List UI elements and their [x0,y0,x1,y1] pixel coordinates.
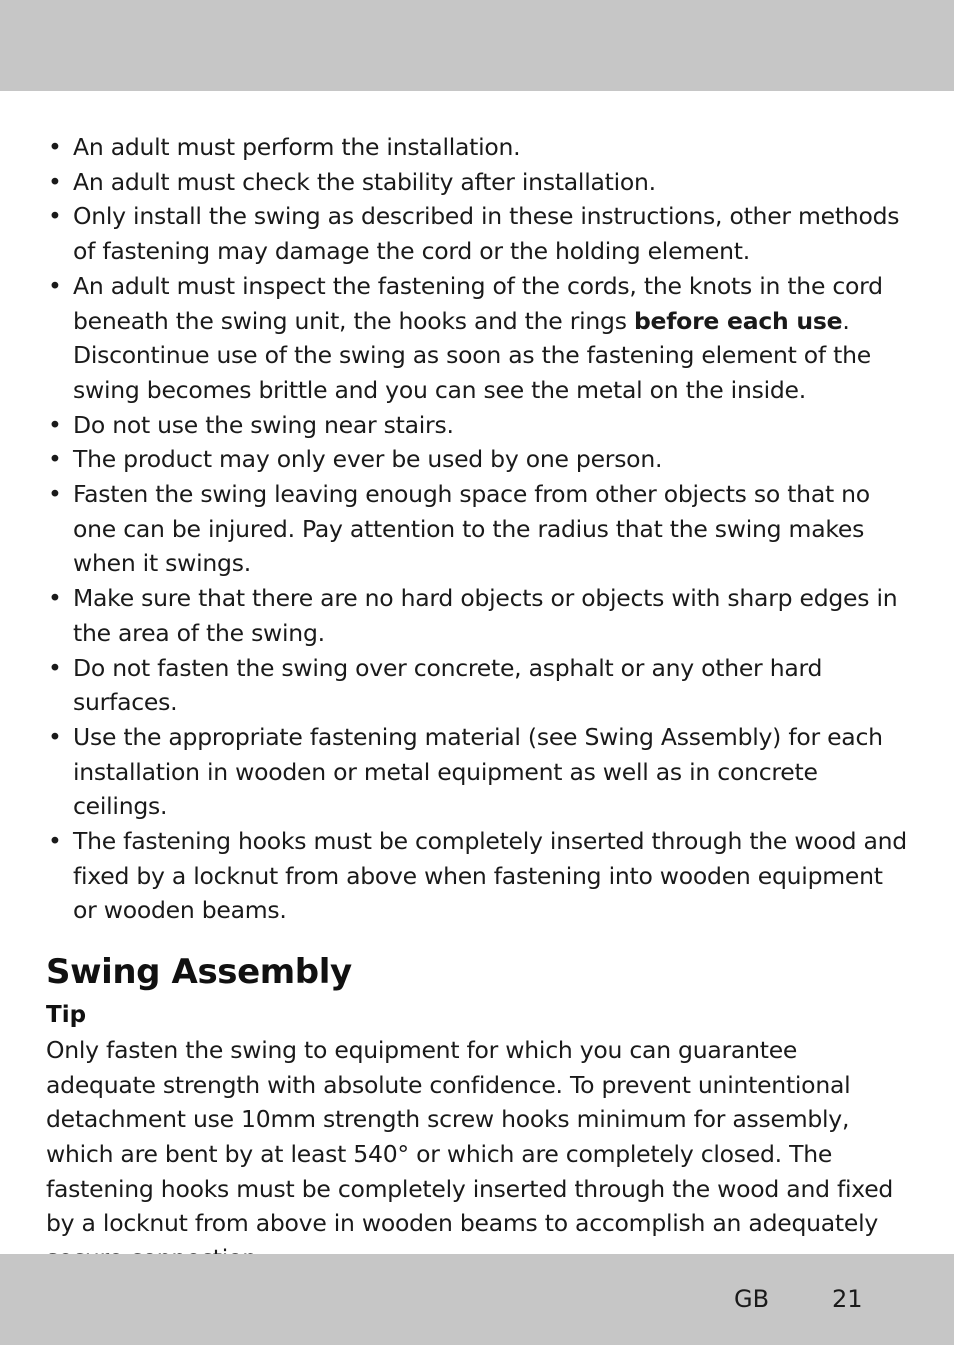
bullet-text: Do not use the swing near stairs. [73,410,454,439]
bullet-text: An adult must check the stability after installation. [73,167,656,196]
bullet-icon: • [48,202,62,231]
bullet-icon: • [48,827,62,856]
tip-label: Tip [46,1002,87,1029]
list-item [46,130,912,165]
bullet-icon: • [48,722,62,751]
bullet-bold-emphasis: before each use [633,306,843,335]
bullet-icon: • [48,480,62,509]
list-item [46,477,912,581]
language-code: GB [734,1285,770,1313]
list-item [46,824,912,928]
list-item [46,408,912,443]
bullet-text: The product may only ever be used by one person. [73,445,663,474]
bullet-icon: • [48,653,62,682]
list-item [46,581,912,650]
bullet-text: Make sure that there are no hard objects or objects with sharp edges in the area of the swing. [73,584,898,647]
header-band [0,0,954,91]
bullet-text: Fasten the swing leaving enough space from other objects so that no one can be injured. Pay attention to the radius that the swing makes when it swings. [73,480,870,578]
list-item [46,269,912,408]
bullet-text-after: . Discontinue use of the swing as soon as the fastening element of the swing becomes brittle and you can see the metal on the inside. [73,306,871,404]
bullet-text: Only install the swing as described in these instructions, other methods of fastening may damage the cord or the holding element. [73,202,900,266]
footer-band [0,1254,954,1345]
bullet-icon: • [48,133,62,161]
bullet-icon: • [48,445,62,474]
list-item [46,199,912,268]
list-item [46,720,912,824]
bullet-icon: • [48,410,62,439]
bullet-icon: • [48,584,62,613]
bullet-text: An adult must perform the installation. [73,133,521,161]
bullet-text-before: An adult must inspect the fastening of the cords, the knots in the cord beneath the swing unit, the hooks and the rings [73,271,883,335]
section-heading: Swing Assembly [46,952,352,993]
safety-bullet-list [46,130,912,928]
bullet-text: Do not fasten the swing over concrete, asphalt or any other hard surfaces. [73,653,823,717]
tip-paragraph: Only fasten the swing to equipment for which you can guarantee adequate strength with absolute confidence. To prevent unintentional detachment use 10mm strength screw hooks minimum for assembly, which are bent by at least 540° or which are completely closed. The fastening hooks must be completely inserted through the wood and fixed by a locknut from above in wooden beams to accomplish an adequately [46,1035,894,1238]
page-content [46,130,912,1276]
bullet-icon: • [48,271,62,300]
list-item [46,442,912,477]
list-item [46,165,912,200]
list-item [46,651,912,720]
bullet-text: The fastening hooks must be completely inserted through the wood and fixed by a locknut from above when fastening into wooden equipment or wooden beams. [73,827,907,925]
page-number: 21 [832,1285,863,1313]
bullet-text: Use the appropriate fastening material (see Swing Assembly) for each installation in wooden or metal equipment as well as in concrete ceilings. [73,722,883,821]
bullet-icon: • [48,167,62,196]
